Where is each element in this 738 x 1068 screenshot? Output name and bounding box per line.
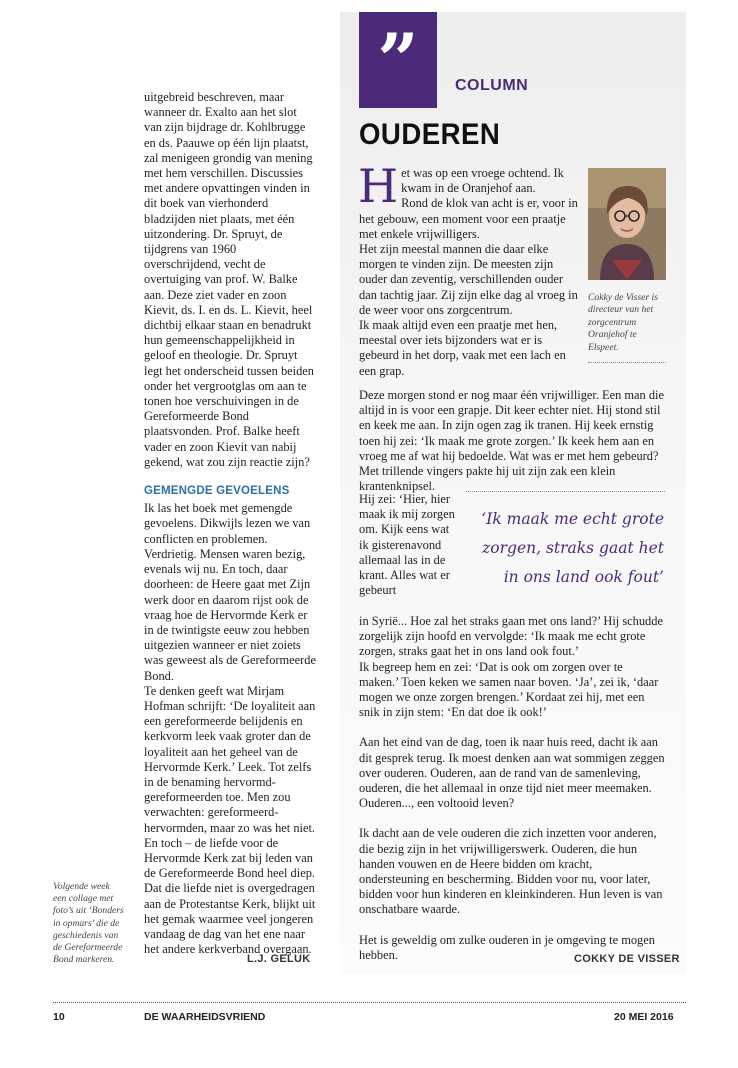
publication-name: DE WAARHEIDSVRIEND [144, 1011, 266, 1023]
column-intro [358, 159, 581, 379]
body-paragraph: Aan het eind van de dag, toen ik naar huis reed, dacht ik aan dit gesprek terug. Ik moest denken aan wat sommigen zeggen over ouderen. Ouderen, aan de rand van de samenleving, ouderen, die het allemaal in onze tijd niet meer meemaken. Ouderen..., een voltooid leven? [359, 735, 665, 811]
intro-paragraph: Ik maak altijd even een praatje met hen, meestal over iets bijzonders wat er is gebeurd in het dorp, vaak met een lach en een grap. [359, 318, 566, 378]
left-paragraph: Ik las het boek met gemengde gevoelens. Dikwijls lezen we van conflicten en problemen. Verdrietig. Mensen waren bezig, evenals wij nu. En toch, daar doorheen: de Heere gaat met Zijn werk door en daarom rijst ook de vraag hoe de Hervormde Kerk er in de twintigste eeuw zou hebben uitgezien wanneer er niet zoiets was geweest als de Gereformeerde Bond. [144, 501, 317, 683]
issue-date: 20 MEI 2016 [614, 1011, 674, 1023]
pull-quote: ‘Ik maak me echt grote zorgen, straks gaat het in ons land ook fout’ [481, 510, 664, 586]
footer-divider [53, 1002, 686, 1003]
page-number: 10 [53, 1011, 65, 1023]
paragraph-gap [359, 720, 665, 735]
left-author: L.J. GELUK [247, 953, 311, 965]
caption-divider [588, 362, 666, 363]
intro-first-line: et was op een vroege ochtend. Ik kwam in de Oranjehof aan. [401, 166, 564, 196]
portrait-image [588, 168, 666, 280]
column-body [359, 388, 665, 494]
body-paragraph: Hij zei: ‘Hier, hier maak ik mij zorgen om. Kijk eens wat ik gisterenavond allemaal las in de krant. Alles wat er gebeurt [359, 492, 455, 598]
paragraph-gap [359, 811, 665, 826]
body-paragraph: Ik dacht aan de vele ouderen die zich inzetten voor anderen, die bezig zijn in het vrijwilligerswerk. Ouderen, die hun handen vouwen en de Heere bidden om kracht, ondersteuning en bescherming. Bidden voor nu, voor later, bidden voor hun kinderen en kleinkinderen. Hun leven is van onschatbare waarde. [359, 826, 663, 917]
left-caption: Volgende week een collage met foto’s uit ‘Bonders in opmars’ die de geschiedenis van de Gereformeerde Bond markeren. [53, 881, 124, 966]
quote-mark-icon: ” [359, 12, 437, 108]
left-paragraph: uitgebreid beschreven, maar wanneer dr. Exalto aan het slot van zijn bijdrage dr. Kohlbrugge en ds. Paauwe op één lijn plaatst, zal menigeen grondig van mening met hem verschillen. Discussies met andere opvattingen vinden in dit boek van vierhonderd bladzijden niet plaats, met één uitzondering. Dr. Spruyt, de tijdgrens van 1960 overschrijdend, vecht de overtuiging van prof. W. Balke aan. Deze ziet vader en zoon Kievit, ds. I. en ds. L. Kievit, heel dichtbij elkaar staan en benadrukt hun gemeenschappelijkheid in geloof en theologie. Dr. Spruyt legt het onderscheid tussen beiden onder het vergrootglas om aan te tonen hoe verschuivingen in de Gereformeerde Bond plaatsvonden. Prof. Balke heeft vader en zoon Kievit van nabij gekend, wat zou zijn reactie zijn? [144, 90, 314, 469]
body-paragraph: Het is geweldig om zulke ouderen in je omgeving te mogen hebben. [359, 932, 655, 962]
page-title: OUDEREN [359, 118, 501, 151]
body-paragraph: Ik begreep hem en zei: ‘Dat is ook om zorgen over te maken.’ Toen keken we samen naar boven. ‘Ja’, zei ik, ‘daar mogen we onze zorgen brengen.’ Kordaat zei hij, met een snik in zijn stem: ‘En dat doe ik ook!’ [359, 659, 659, 720]
body-paragraph: in Syrië... Hoe zal het straks gaan met ons land?’ Hij schudde zorgelijk zijn hoofd en vervolgde: ‘Ik maak me echt grote zorgen, straks gaat het in ons land ook fout.’ [359, 614, 663, 659]
drop-cap: H [358, 159, 399, 213]
left-paragraph: Te denken geeft wat Mirjam Hofman schrijft: ‘De loyaliteit aan een gereformeerde belijdenis en kerkvorm leek vaak groter dan de loyaliteit aan het geheel van de Hervormde Kerk.’ Leek. Tot zelfs in de benaming hervormd-gereformeerden toe. Men zou verwachten: gereformeerd-hervormden, maar zo was het niet. En toch – de liefde voor de Hervormde Kerk zat bij leden van de Gereformeerde Bond heel diep. Dat die liefde niet is overgedragen aan de Protestantse Kerk, blijkt uit het gemak waarmee veel jongeren vandaag de dag van het ene naar het andere kerkverband overgaan. [144, 683, 316, 957]
subheading: GEMENGDE GEVOELENS [144, 485, 290, 498]
intro-paragraph: Het zijn meestal mannen die daar elke morgen te vinden zijn. De meesten zijn ouder dan zeventig, verschillenden ouder dan tachtig jaar. Zij zijn elke dag al vroeg in de weer voor ons zorgcentrum. [359, 242, 578, 317]
intro-paragraph: Rond de klok van acht is er, voor in het gebouw, een moment voor een praatje met enkele vrijwilligers. [359, 196, 578, 241]
left-article-column [144, 90, 316, 957]
body-paragraph: Deze morgen stond er nog maar één vrijwilliger. Een man die altijd in is voor een grapje. Dit keer echter niet. Hij stond stil en keek me aan. In zijn ogen zag ik tranen. Hij keek ernstig toen hij zei: ‘Ik maak me grote zorgen.’ Ik keek hem aan en vroeg me af wat hij bedoelde. Wat was er met hem gebeurd? Met trillende vingers pakte hij uit zijn zak een klein krantenknipsel. [359, 388, 664, 494]
author-portrait [588, 168, 666, 280]
column-label: COLUMN [455, 77, 529, 94]
pull-quote-divider [466, 491, 665, 492]
column-author: COKKY DE VISSER [574, 953, 680, 965]
photo-caption: Cokky de Visser is directeur van het zorgcentrum Oranjehof te Elspeet. [588, 292, 658, 353]
column-body-continued [359, 614, 665, 963]
paragraph-gap [359, 918, 665, 933]
column-body-narrow [359, 492, 455, 598]
